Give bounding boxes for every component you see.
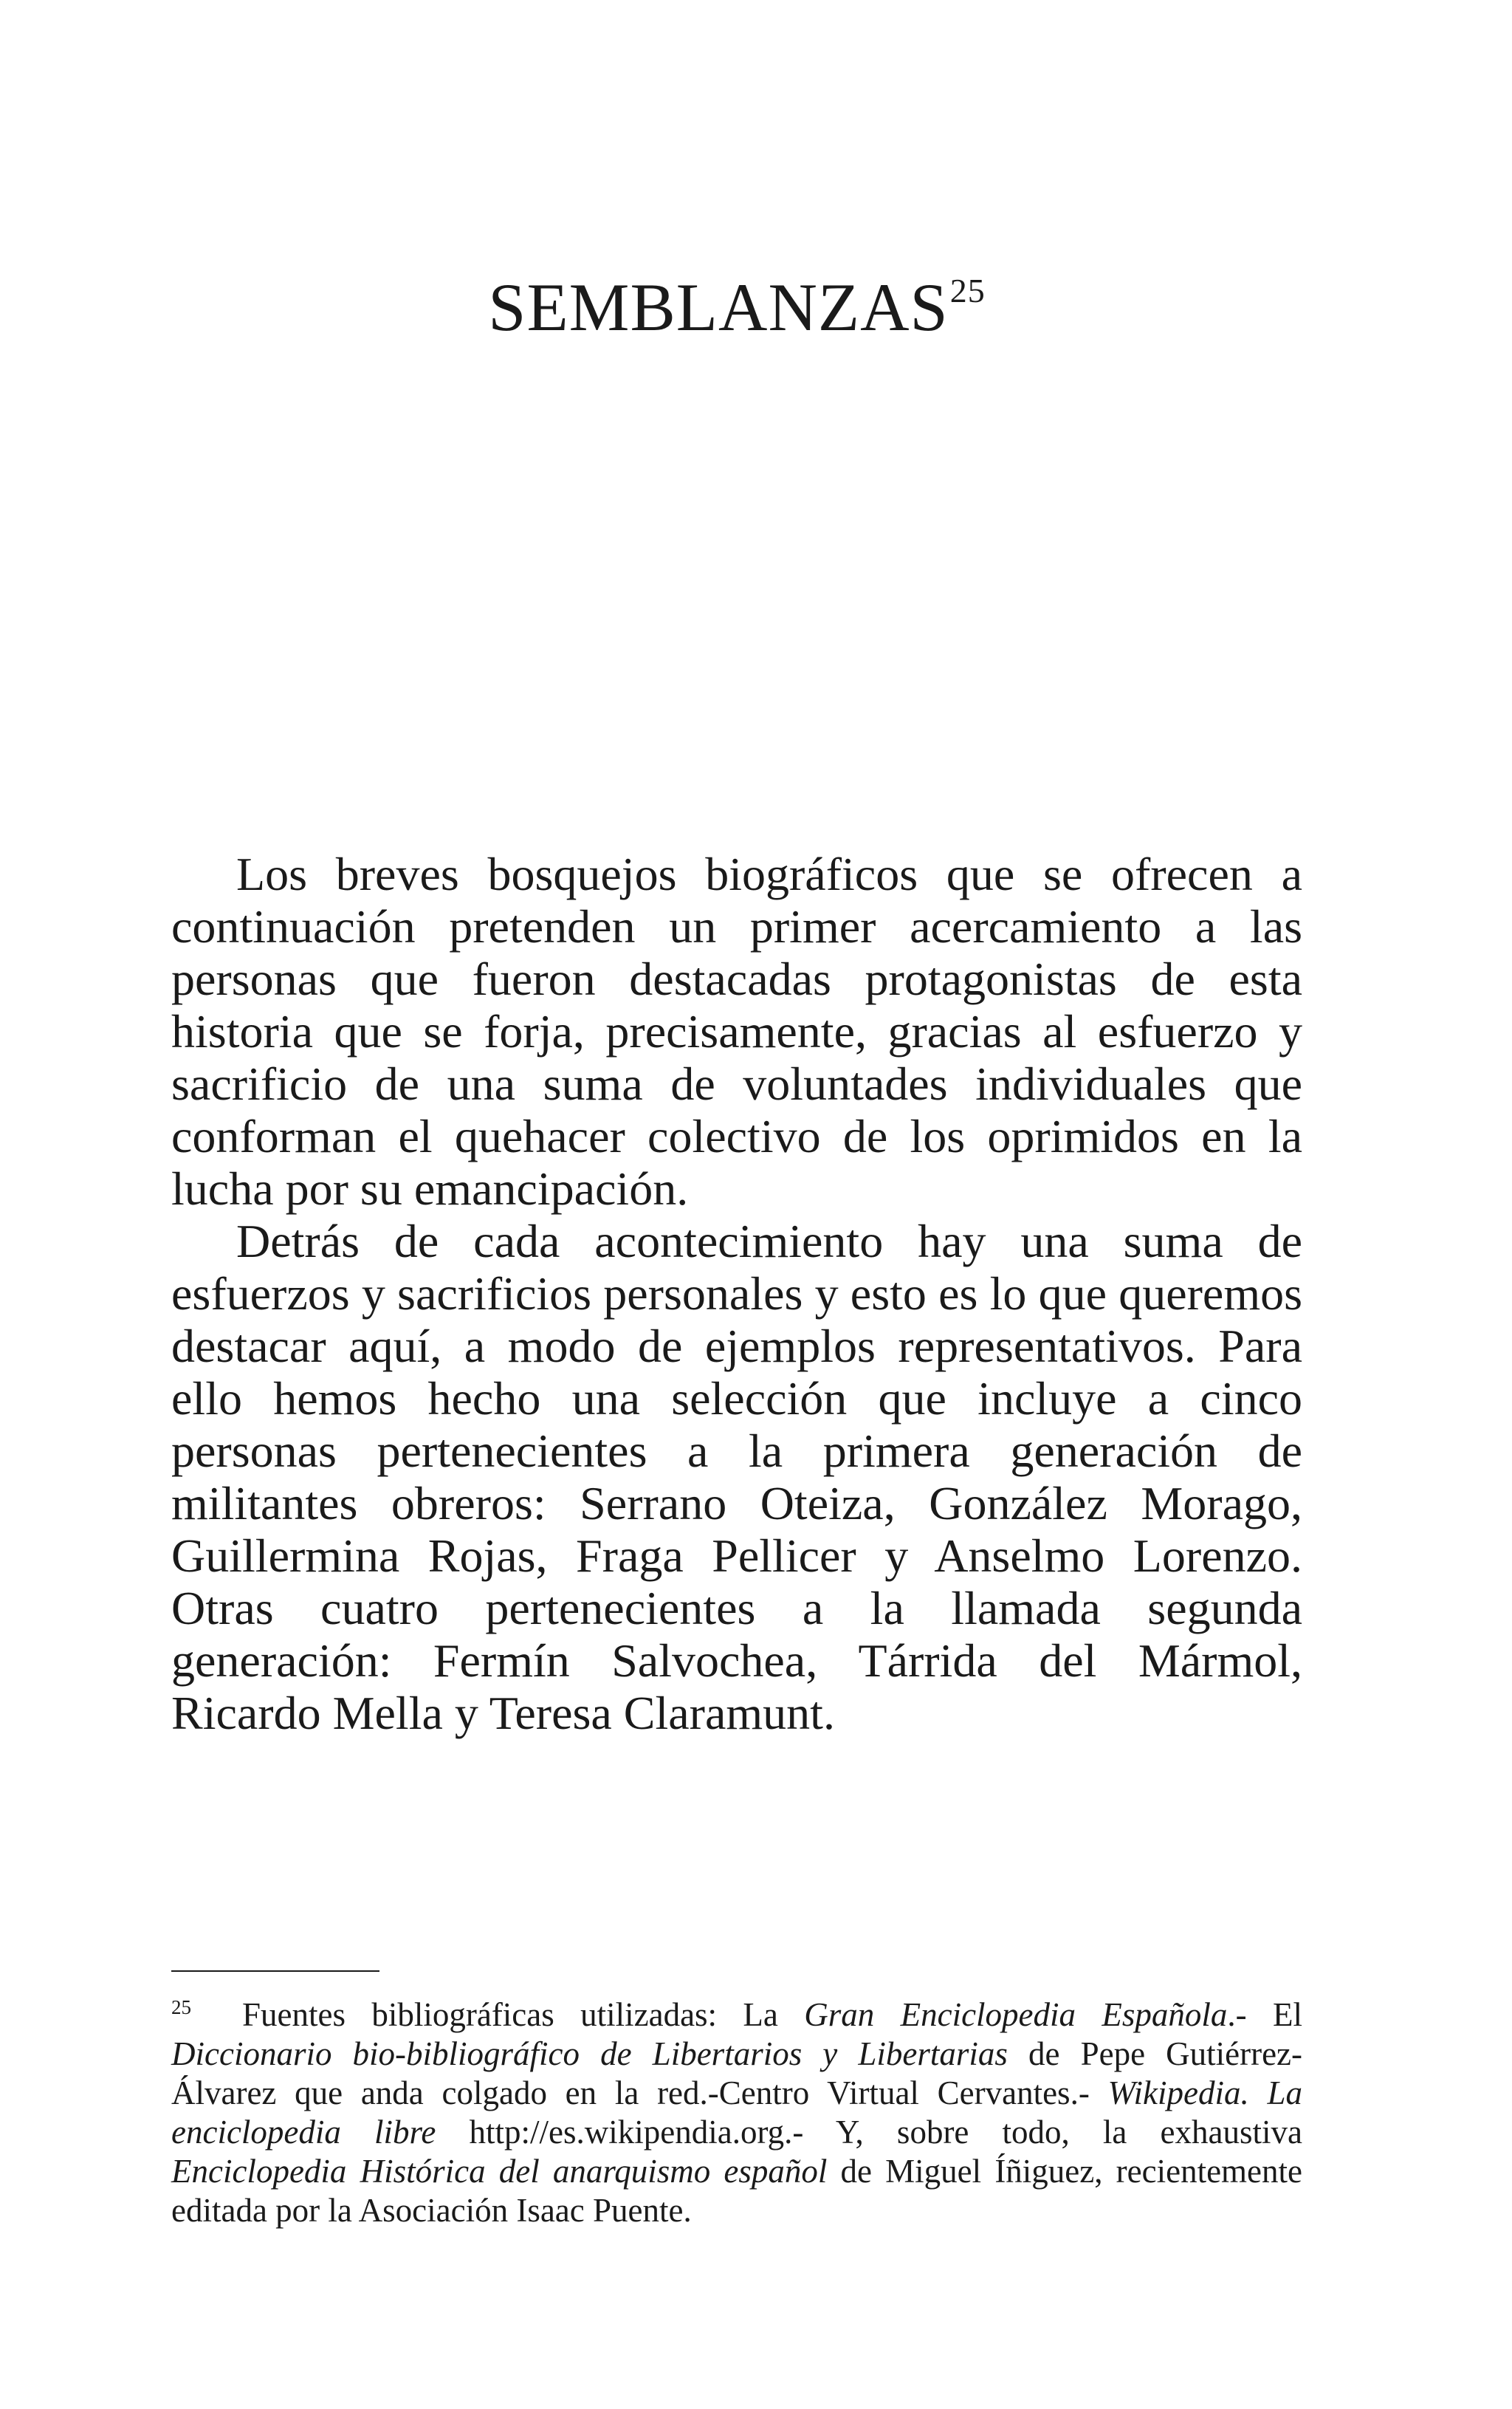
footnote-text-3: de Pepe Gutiérrez-Álvarez que anda colgado en la red.-Centro Virtual Cervantes.- <box>171 2035 1303 2111</box>
footnote-reference: 25 <box>949 272 986 309</box>
chapter-title <box>171 270 1302 345</box>
footnote-title-diccionario: Diccionario bio-bibliográfico de Libertarios y Libertarias <box>171 2035 1008 2072</box>
footnote-title-wikipedia: Wikipedia. La enciclopedia libre <box>171 2074 1303 2151</box>
paragraph-2: Detrás de cada acontecimiento hay una suma de esfuerzos y sacrificios personales y esto es lo que queremos destacar aquí, a modo de ejemplos representativos. Para ello hemos hecho una selección que incluye a cinco personas pertenecientes a la primera generación de militantes obreros: Serrano Oteiza, González Morago, Guillermina Rojas, Fraga Pellicer y Anselmo Lorenzo. Otras cuatro pertenecientes a la llamada segunda generación: Fermín Salvochea, Tárrida del Mármol, Ricardo Mella y Teresa Claramunt. <box>171 1215 1302 1739</box>
footnote-title-enciclopedia-historica: Enciclopedia Histórica del anarquismo español <box>171 2153 828 2190</box>
paragraph-1: Los breves bosquejos biográficos que se ofrecen a continuación pretenden un primer acercamiento a las personas que fueron destacadas protagonistas de esta historia que se forja, precisamente, gracias al esfuerzo y sacrificio de una suma de voluntades individuales que conforman el quehacer colectivo de los oprimidos en la lucha por su emancipación. <box>171 848 1302 1215</box>
footnote-separator <box>171 1970 379 1972</box>
footnote-text-5: de Miguel Íñiguez, recientemente editada por la Asociación Isaac Puente. <box>171 2153 1302 2229</box>
footnote-text-1: Fuentes bibliográficas utilizadas: La <box>242 1996 805 2033</box>
footnote-title-gran-enciclopedia: Gran Enciclopedia Española <box>804 1996 1228 2033</box>
footnote-text-2: .- El <box>1227 1996 1302 2033</box>
footnote-text-4: http://es.wikipendia.org.- Y, sobre todo, la exhaustiva <box>436 2114 1302 2151</box>
chapter-title-text: SEMBLANZAS <box>488 270 949 345</box>
footnote: 25 Fuentes bibliográficas utilizadas: La Gran Enciclopedia Española.- El Diccionario bio-bibliográfico de Libertarios y Libertarias de Pepe Gutiérrez-Álvarez que anda colgado en la red.-Centro Virtual Cervantes.- Wikipedia. La enciclopedia libre http://es.wikipendia.org.- Y, sobre todo, la exhaustiva Enciclopedia Histórica del anarquismo español de Miguel Íñiguez, recientemente editada por la Asociación Isaac Puente. <box>171 1996 1303 2229</box>
body-text <box>171 848 1302 1739</box>
book-page <box>171 0 1302 2409</box>
